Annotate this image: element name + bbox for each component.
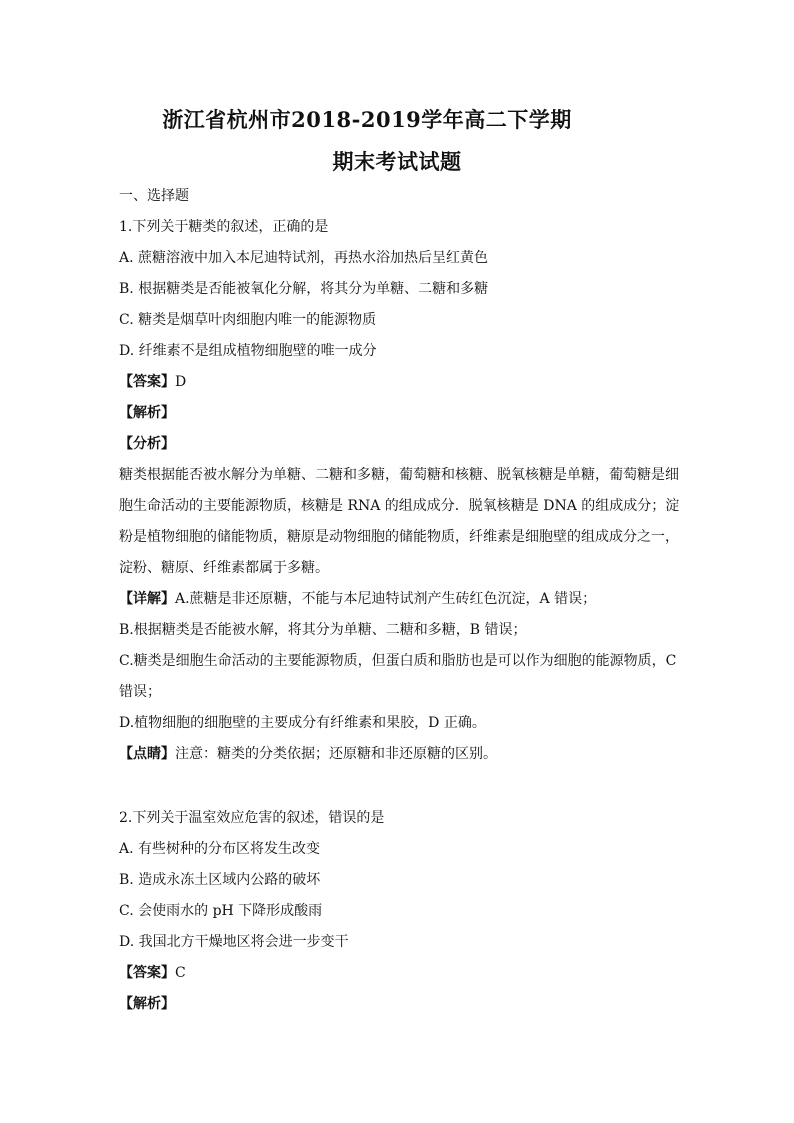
q1-fenxi-label: 【分析】 — [119, 436, 175, 452]
detail-label: 【详解】 — [119, 591, 175, 607]
section-heading: 一、选择题 — [119, 188, 189, 204]
q1-option-b: B. 根据糖类是否能被氧化分解，将其分为单糖、二糖和多糖 — [119, 281, 489, 297]
tip-label: 【点睛】 — [119, 746, 175, 762]
q2-analysis-label: 【解析】 — [119, 996, 175, 1012]
q1-fenxi-line: 淀粉、糖原、纤维素都属于多糖。 — [119, 560, 329, 576]
q1-fenxi-line: 胞生命活动的主要能源物质，核糖是 RNA 的组成成分．脱氧核糖是 DNA 的组成成分；淀 — [119, 498, 680, 514]
q1-option-d: D. 纤维素不是组成植物细胞壁的唯一成分 — [119, 343, 377, 359]
q1-detail-line: C.糖类是细胞生命活动的主要能源物质，但蛋白质和脂肪也是可以作为细胞的能源物质，C — [119, 653, 677, 669]
q1-detail-line: B.根据糖类是否能被水解，将其分为单糖、二糖和多糖，B 错误； — [119, 622, 527, 638]
q1-tip — [119, 744, 679, 764]
q1-option-c: C. 糖类是烟草叶肉细胞内唯一的能源物质 — [119, 312, 377, 328]
q1-detail-first — [119, 589, 679, 609]
q2-option-d: D. 我国北方干燥地区将会进一步变干 — [119, 934, 349, 950]
answer-value: D — [175, 374, 187, 390]
q1-detail-line: D.植物细胞的细胞壁的主要成分有纤维素和果胶，D 正确。 — [119, 715, 486, 731]
q2-option-a: A. 有些树种的分布区将发生改变 — [119, 841, 321, 857]
title-line-2: 期末考试试题 — [332, 149, 462, 174]
q2-answer — [119, 963, 679, 983]
answer-label: 【答案】 — [119, 965, 175, 981]
q1-fenxi-line: 粉是植物细胞的储能物质，糖原是动物细胞的储能物质，纤维素是细胞壁的组成成分之一， — [119, 529, 679, 545]
q2-option-c: C. 会使雨水的 pH 下降形成酸雨 — [119, 903, 323, 919]
tip-text: 注意：糖类的分类依据；还原糖和非还原糖的区别。 — [175, 746, 497, 762]
q1-option-a: A. 蔗糖溶液中加入本尼迪特试剂，再热水浴加热后呈红黄色 — [119, 250, 489, 266]
q2-stem: 2.下列关于温室效应危害的叙述，错误的是 — [119, 810, 385, 826]
detail-line: A.蔗糖是非还原糖，不能与本尼迪特试剂产生砖红色沉淀，A 错误； — [175, 591, 597, 607]
title-line-1: 浙江省杭州市2018-2019学年高二下学期 — [162, 107, 572, 132]
q2-option-b: B. 造成永冻土区域内公路的破坏 — [119, 872, 321, 888]
answer-label: 【答案】 — [119, 374, 175, 390]
q1-answer — [119, 372, 679, 392]
q1-detail-line: 错误； — [119, 684, 161, 700]
q1-fenxi-line: 糖类根据能否被水解分为单糖、二糖和多糖，葡萄糖和核糖、脱氧核糖是单糖，葡萄糖是细 — [119, 467, 679, 483]
q1-stem: 1.下列关于糖类的叙述，正确的是 — [119, 219, 329, 235]
q1-analysis-label: 【解析】 — [119, 405, 175, 421]
answer-value: C — [175, 965, 186, 981]
